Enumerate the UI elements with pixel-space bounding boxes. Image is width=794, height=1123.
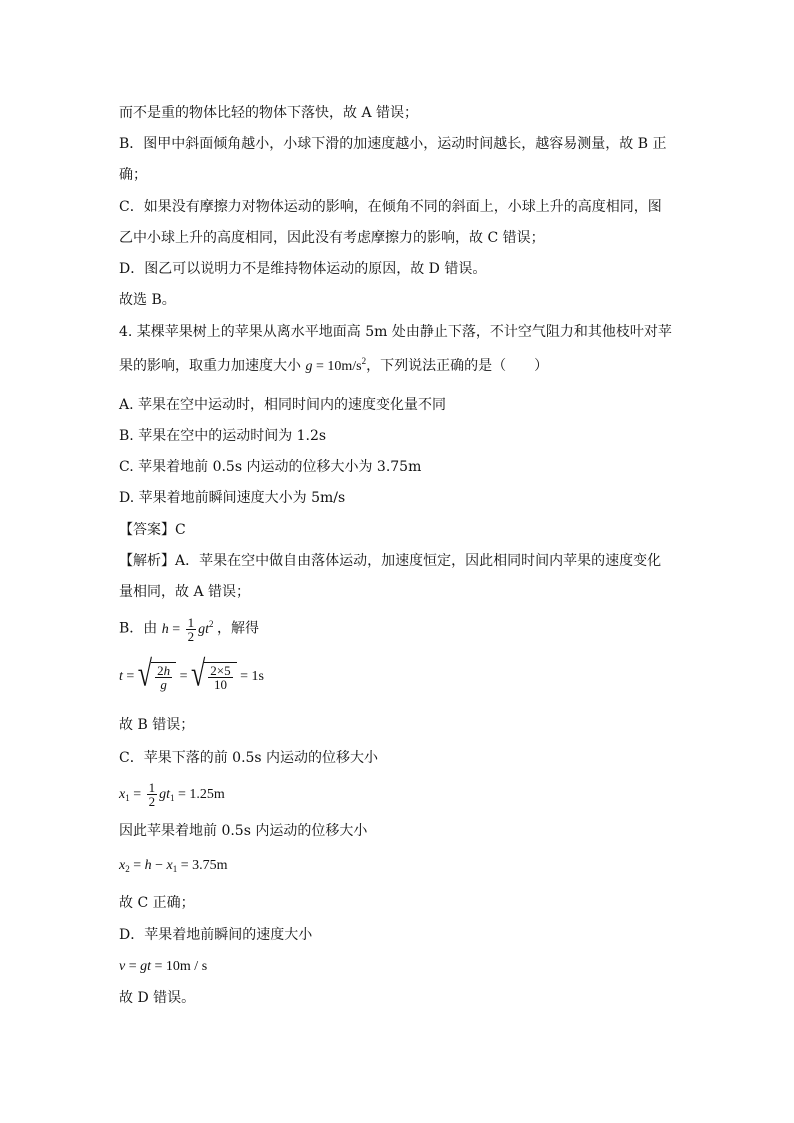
answer-value: C (175, 522, 186, 538)
text-line: C．如果没有摩擦力对物体运动的影响，在倾角不同的斜面上，小球上升的高度相同，图 (119, 199, 662, 215)
text-line: D．图乙可以说明力不是维持物体运动的原因，故 D 错误。 (119, 261, 487, 277)
equation-line (119, 616, 259, 643)
text-line: C．苹果下落的前 0.5s 内运动的位移大小 (119, 750, 379, 766)
text-line: D．苹果着地前瞬间的速度大小 (119, 927, 313, 943)
equation-t: t = √ $\frac{2h}{g}$ = √ $\frac{2\times 5}{10}$ = 1s (119, 653, 264, 694)
option-a: A. 苹果在空中运动时，相同时间内的速度变化量不同 (119, 397, 447, 413)
text-line: 故 D 错误。 (119, 990, 196, 1006)
equation-v: v = gt = 10m / s (119, 959, 208, 974)
sqrt-expression: √ $\frac{2\times 5}{10}$ (191, 662, 237, 691)
text-segment: 果的影响，取重力加速度大小 (119, 358, 306, 374)
text-segment: A．苹果在空中做自由落体运动，加速度恒定，因此相同时间内苹果的速度变化 (175, 553, 662, 569)
option-c: C. 苹果着地前 0.5s 内运动的位移大小为 3.75m (119, 459, 422, 475)
text-line: 故 B 错误； (119, 717, 195, 733)
question-stem: 4. 某棵苹果树上的苹果从离水平地面高 5m 处由静止下落，不计空气阻力和其他枝叶对苹 (119, 324, 672, 340)
text-line: 确； (119, 167, 147, 183)
text-line: 故 C 正确； (119, 895, 195, 911)
answer-label: 【答案】 (119, 522, 175, 538)
math-superscript: 2 (361, 356, 367, 366)
question-stem (119, 357, 548, 376)
equation-x2: $x_2 = h - x_1 = 3.75m$ (119, 858, 228, 874)
text-line: 量相同，故 A 错误； (119, 584, 251, 600)
text-segment: ，解得 (217, 620, 260, 637)
text-line: B．图甲中斜面倾角越小，小球下滑的加速度越小，运动时间越长，越容易测量，故 B 正 (119, 136, 667, 152)
equation-result: = 1.25m (178, 786, 225, 802)
option-b: B. 苹果在空中的运动时间为 1.2s (119, 428, 327, 444)
equation-h: h = $\frac{1}{2}$ $gt^2$ (161, 615, 214, 644)
math-variable: g (305, 359, 313, 374)
text-segment: B．由 (119, 620, 158, 637)
math-text: = 10m/s (312, 359, 362, 374)
text-segment: ，下列说法正确的是（ ） (366, 358, 549, 374)
analysis-label: 【解析】 (119, 553, 175, 569)
text-line: 因此苹果着地前 0.5s 内运动的位移大小 (119, 823, 368, 839)
fraction: $\frac{1}{2}$ (187, 615, 195, 644)
analysis-line (119, 552, 661, 570)
text-line: 乙中小球上升的高度相同，因此没有考虑摩擦力的影响，故 C 错误； (119, 230, 545, 246)
fraction: $\frac{1}{2}$ (148, 780, 156, 809)
option-d: D. 苹果着地前瞬间速度大小为 5m/s (119, 490, 346, 506)
equation-result: = 3.75m (180, 858, 228, 873)
sqrt-expression: √ $\frac{2h}{g}$ (138, 662, 176, 691)
equation-result: = 10m / s (154, 959, 208, 974)
text-line: 而不是重的物体比轻的物体下落快，故 A 错误； (119, 105, 419, 121)
text-line: 故选 B。 (119, 292, 176, 308)
equation-x1: $x_1$ = $\frac{1}{2}$ $gt_1 = 1.25m$ (119, 780, 225, 809)
answer-line (119, 521, 186, 539)
equation-result: = 1s (240, 668, 264, 684)
